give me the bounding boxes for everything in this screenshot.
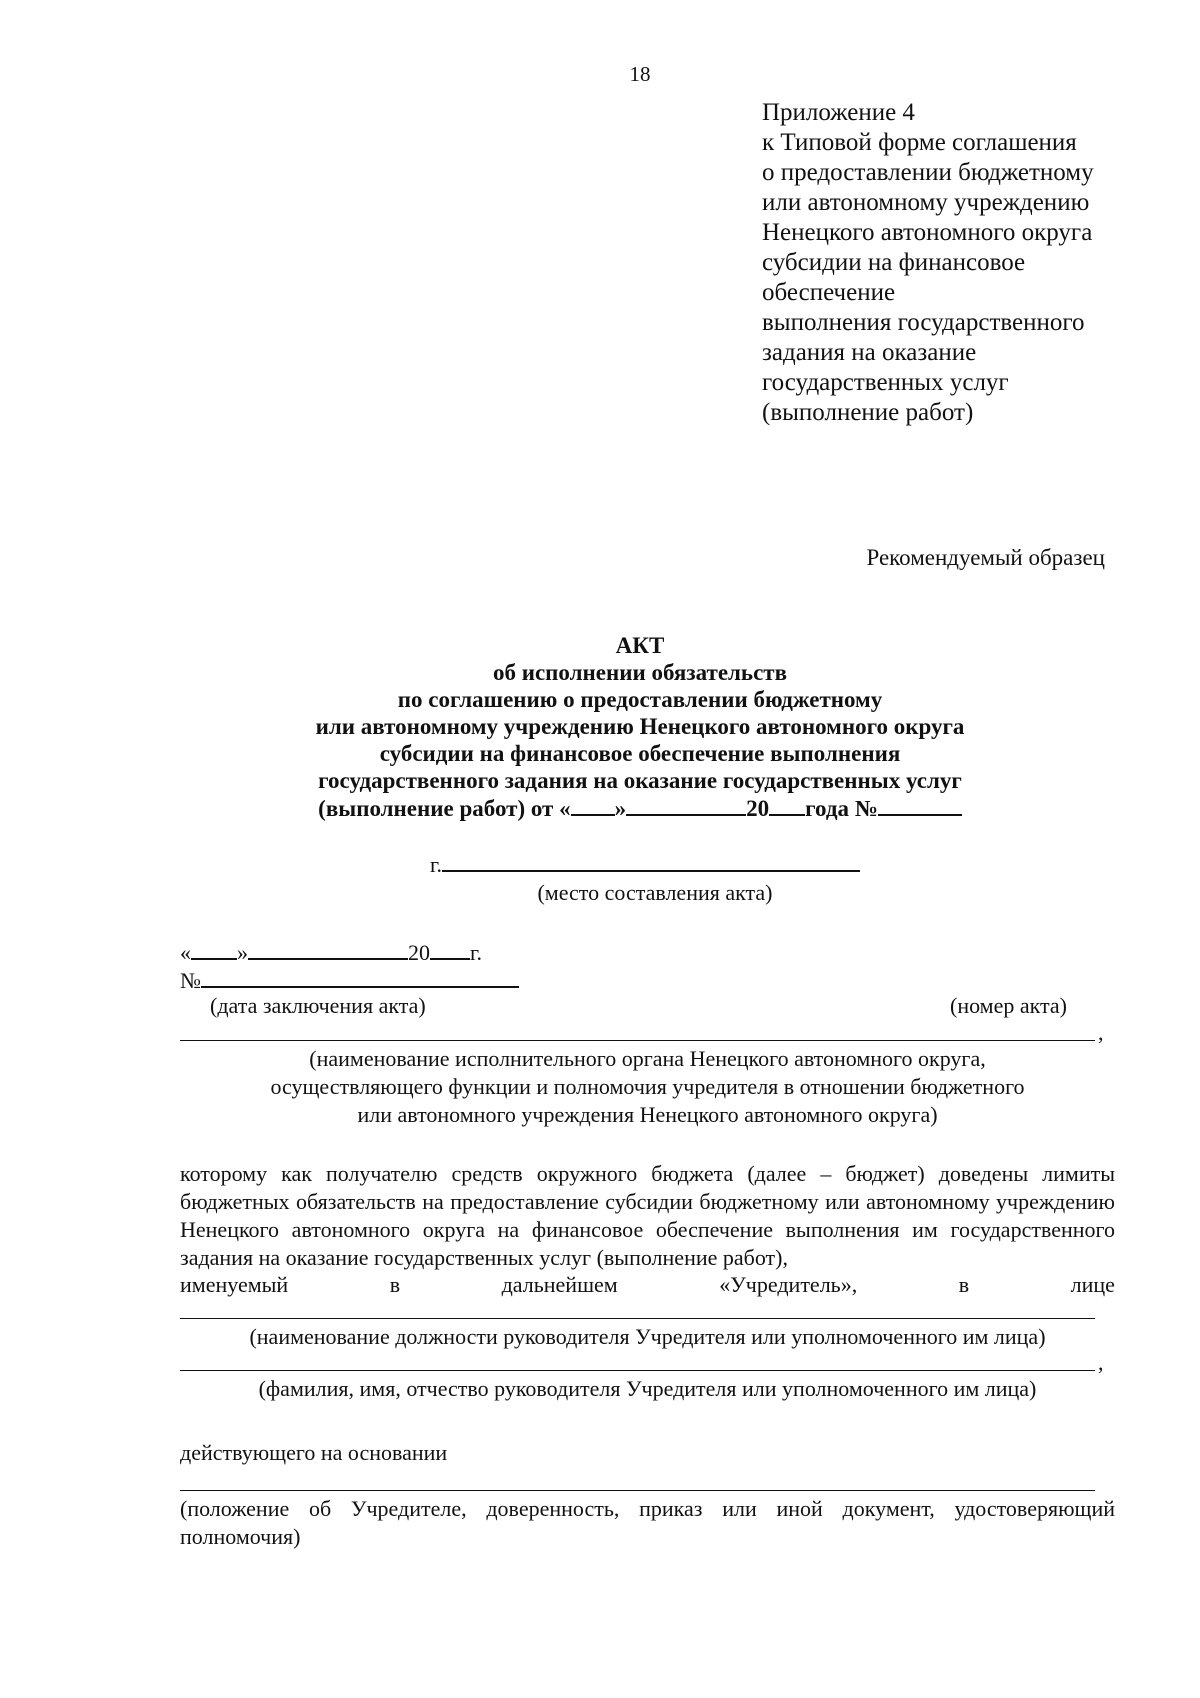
title-line: государственного задания на оказание государственных услуг	[318, 768, 962, 793]
appendix-line: (выполнение работ)	[762, 399, 974, 426]
act-day-blank[interactable]	[191, 938, 237, 960]
document-title	[200, 632, 1080, 822]
founder-name-blank[interactable]	[180, 1040, 1095, 1041]
act-month-blank[interactable]	[248, 938, 408, 960]
act-number-blank[interactable]	[201, 966, 519, 988]
year-blank[interactable]	[769, 794, 805, 816]
title-line: или автономному учреждению Ненецкого автономного округа	[315, 714, 965, 739]
appendix-line: обеспечение	[762, 279, 896, 306]
title-line: субсидии на финансовое обеспечение выполнения	[379, 741, 901, 766]
appendix-line: выполнения государственного	[762, 309, 1085, 336]
act-number-line: №	[180, 966, 519, 994]
main-paragraph: которому как получателю средств окружного бюджета (далее – бюджет) доведены лимиты бюджетных обязательств на предоставление субсидии бюджетному или автономному учреждению Ненецкого автономного округа на финансовое обеспечение выполнения им государственного задания на оказание государственных услуг (выполнение работ),	[180, 1161, 1115, 1270]
place-caption: (место составления акта)	[537, 880, 773, 905]
title-line: об исполнении обязательств	[492, 660, 788, 685]
recommended-sample-label: Рекомендуемый образец	[866, 545, 1105, 570]
act-date-caption: (дата заключения акта)	[210, 993, 426, 1018]
act-date-line: « » 20 г.	[180, 940, 483, 965]
appendix-line: о предоставлении бюджетному	[762, 159, 1094, 186]
page-number: 18	[629, 62, 651, 86]
month-blank[interactable]	[626, 794, 746, 816]
appendix-line: или автономному учреждению	[762, 189, 1090, 216]
title-line-date: (выполнение работ) от « » 20 года №	[200, 794, 1080, 822]
position-caption: (наименование должности руководителя Учредителя или уполномоченного им лица)	[249, 1324, 1046, 1349]
title-line: АКТ	[615, 633, 665, 658]
appendix-line: Ненецкого автономного округа	[762, 219, 1093, 246]
appendix-line: к Типовой форме соглашения	[762, 129, 1077, 156]
title-line: по соглашению о предоставлении бюджетному	[397, 687, 883, 712]
act-number-caption: (номер акта)	[950, 993, 1068, 1018]
place-line: г.	[430, 850, 860, 878]
appendix-line: субсидии на финансовое	[762, 249, 1026, 276]
comma: ,	[1098, 1020, 1104, 1045]
appendix-header	[762, 98, 1094, 428]
fio-caption: (фамилия, имя, отчество руководителя Учредителя или уполномоченного им лица)	[258, 1376, 1037, 1401]
position-blank[interactable]	[180, 1318, 1095, 1319]
basis-caption: (положение об Учредителе, доверенность, приказ или иной документ, удостоверяющий полномочия)	[180, 1496, 1115, 1549]
appendix-line: Приложение 4	[762, 99, 915, 126]
act-year-blank[interactable]	[430, 938, 470, 960]
founder-caption: (наименование исполнительного органа Ненецкого автономного округа, осуществляющего функции и полномочия учредителя в отношении бюджетного или автономного учреждения Ненецкого автономного округа)	[270, 1046, 1025, 1127]
day-blank[interactable]	[571, 794, 615, 816]
agreement-number-blank[interactable]	[878, 794, 962, 816]
place-blank[interactable]	[442, 850, 860, 872]
appendix-line: задания на оказание	[762, 339, 977, 366]
comma: ,	[1098, 1350, 1104, 1375]
fio-blank[interactable]	[180, 1370, 1095, 1371]
basis-blank[interactable]	[180, 1490, 1095, 1491]
representative-line: именуемый в дальнейшем «Учредитель», в лице	[180, 1272, 1115, 1297]
acting-basis-label: действующего на основании	[180, 1440, 448, 1465]
appendix-line: государственных услуг	[762, 369, 1009, 396]
